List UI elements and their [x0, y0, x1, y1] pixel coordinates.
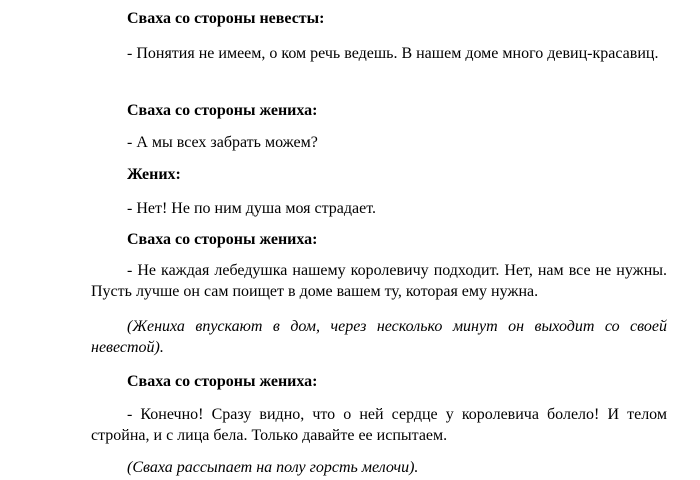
speaker-bride-matchmaker: Сваха со стороны невесты: — [127, 10, 325, 27]
speaker-groom: Жених: — [127, 166, 181, 183]
dialogue-line: - Нет! Не по ним душа моя страдает. — [127, 200, 377, 217]
dialogue-line: - Конечно! Сразу видно, что о ней сердце у королевича болело! И телом стройна, и с лица бела. Только давайте ее испытаем. — [91, 406, 667, 444]
dialogue-line: - А мы всех забрать можем? — [127, 134, 318, 151]
dialogue-line: - Понятия не имеем, о ком речь ведешь. В нашем доме много девиц-красавиц. — [127, 45, 659, 62]
stage-direction: (Жениха впускают в дом, через несколько минут он выходит со своей невестой). — [91, 318, 667, 356]
speaker-groom-matchmaker: Сваха со стороны жениха: — [127, 231, 318, 248]
speaker-groom-matchmaker: Сваха со стороны жениха: — [127, 373, 318, 390]
stage-direction: (Сваха рассыпает на полу горсть мелочи). — [127, 459, 419, 476]
dialogue-line: - Не каждая лебедушка нашему королевичу подходит. Нет, нам все не нужны. Пусть лучше он сам поищет в доме вашем ту, которая ему нужна. — [91, 262, 667, 300]
speaker-groom-matchmaker: Сваха со стороны жениха: — [127, 102, 318, 119]
